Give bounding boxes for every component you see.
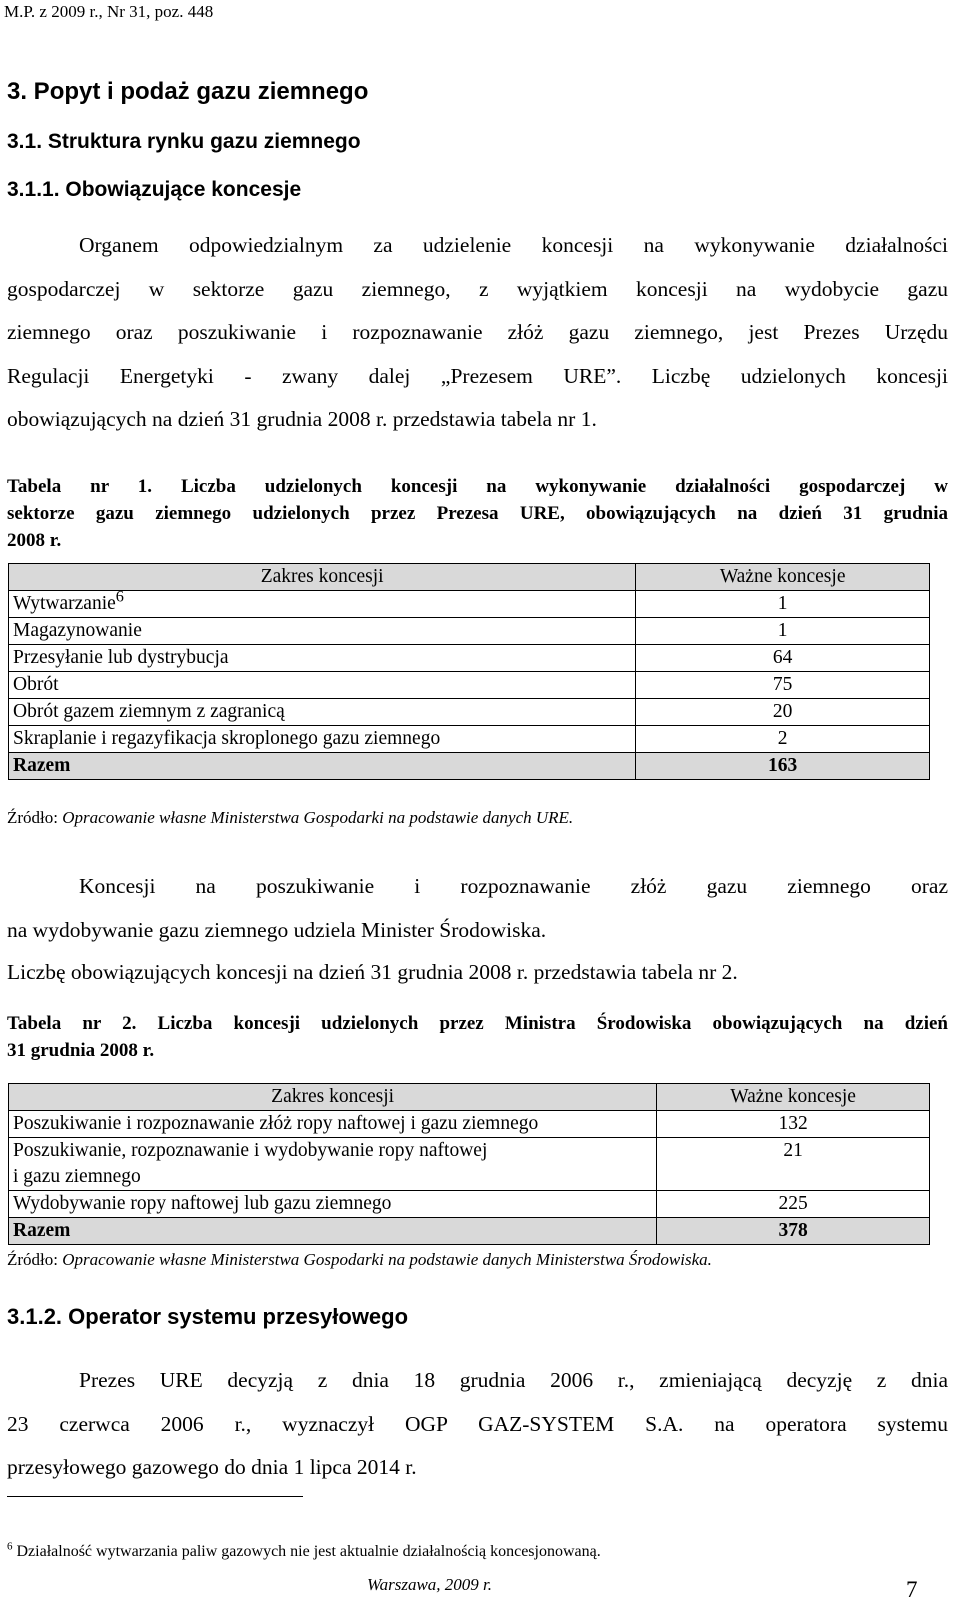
page-number: 7 xyxy=(906,1577,918,1602)
caption-line: 2008 r. xyxy=(7,530,62,551)
footnote-text: Działalność wytwarzania paliw gazowych nie jest aktualnie działalnością koncesjonowaną. xyxy=(16,1543,601,1560)
table-row xyxy=(9,618,930,645)
table1 xyxy=(8,563,930,780)
paragraph-line: Regulacji Energetyki - zwany dalej „Prezesem URE”. Liczbę udzielonych koncesji xyxy=(7,363,948,388)
table-row xyxy=(9,1191,930,1218)
scope-line: Poszukiwanie, rozpoznawanie i wydobywanie ropy naftowej xyxy=(13,1140,488,1161)
table-total-row xyxy=(9,753,930,780)
subsubsection-title: 3.1.1. Obowiązujące koncesje xyxy=(7,178,302,201)
column-header-valid: Ważne koncesje xyxy=(657,1084,930,1111)
paragraph-operator xyxy=(7,1359,948,1490)
caption-line: Tabela nr 2. Liczba koncesji udzielonych przez Ministra Środowiska obowiązujących na dzień xyxy=(7,1013,948,1034)
table-total-row xyxy=(9,1218,930,1245)
table-row xyxy=(9,672,930,699)
source-text: Opracowanie własne Ministerstwa Gospodarki na podstawie danych URE. xyxy=(62,808,574,827)
total-label: Razem xyxy=(9,1218,657,1245)
footnote xyxy=(7,1540,601,1561)
value-cell: 21 xyxy=(657,1138,930,1191)
table1-source xyxy=(7,808,573,828)
footnote-separator xyxy=(7,1496,303,1497)
paragraph-table2-intro xyxy=(7,955,948,989)
value-cell: 1 xyxy=(636,591,930,618)
table-row xyxy=(9,1111,930,1138)
table2-caption xyxy=(7,1010,948,1064)
value-cell: 132 xyxy=(657,1111,930,1138)
total-value: 163 xyxy=(636,753,930,780)
paragraph-line: Liczbę obowiązujących koncesji na dzień 31 grudnia 2008 r. przedstawia tabela nr 2. xyxy=(7,960,738,984)
table-row xyxy=(9,591,930,618)
column-header-scope: Zakres koncesji xyxy=(9,1084,657,1111)
value-cell: 2 xyxy=(636,726,930,753)
paragraph-line: przesyłowego gazowego do dnia 1 lipca 2014 r. xyxy=(7,1455,417,1479)
scope-cell xyxy=(9,587,636,618)
scope-cell: Poszukiwanie i rozpoznawanie złóż ropy naftowej i gazu ziemnego xyxy=(9,1111,657,1138)
page-header: M.P. z 2009 r., Nr 31, poz. 448 xyxy=(4,2,214,21)
subsubsection2-title: 3.1.2. Operator systemu przesyłowego xyxy=(7,1304,409,1329)
table-row xyxy=(9,699,930,726)
paragraph-ministry xyxy=(7,865,948,952)
footnote-ref: 6 xyxy=(115,587,124,606)
scope-cell: Obrót gazem ziemnym z zagranicą xyxy=(9,699,636,726)
paragraph-line: ziemnego oraz poszukiwanie i rozpoznawanie złóż gazu ziemnego, jest Prezes Urzędu xyxy=(7,320,948,344)
caption-line: Tabela nr 1. Liczba udzielonych koncesji na wykonywanie działalności gospodarczej w xyxy=(7,476,948,497)
table2-source xyxy=(7,1250,712,1270)
caption-line: sektorze gazu ziemnego udzielonych przez Prezesa URE, obowiązujących na dzień 31 grudnia xyxy=(7,503,948,524)
paragraph-line: na wydobywanie gazu ziemnego udziela Minister Środowiska. xyxy=(7,917,547,942)
table-row xyxy=(9,726,930,753)
footnote-number: 6 xyxy=(7,1540,13,1553)
column-header-scope: Zakres koncesji xyxy=(9,564,636,591)
table-row xyxy=(9,1138,930,1191)
footer-place: Warszawa, 2009 r. xyxy=(367,1575,493,1594)
table2 xyxy=(8,1083,930,1245)
caption-line: 31 grudnia 2008 r. xyxy=(7,1040,155,1061)
section-title: 3. Popyt i podaż gazu ziemnego xyxy=(7,78,369,105)
scope-line: i gazu ziemnego xyxy=(13,1166,141,1187)
value-cell: 20 xyxy=(636,699,930,726)
source-label: Źródło: xyxy=(7,1250,58,1269)
paragraph-line: 23 czerwca 2006 r., wyznaczył OGP GAZ-SYSTEM S.A. na operatora systemu xyxy=(7,1411,948,1436)
scope-cell: Przesyłanie lub dystrybucja xyxy=(9,645,636,672)
scope-cell: Skraplanie i regazyfikacja skroplonego gazu ziemnego xyxy=(9,726,636,753)
scope-text: Wytwarzanie xyxy=(13,593,116,614)
paragraph-line: gospodarczej w sektorze gazu ziemnego, z wyjątkiem koncesji na wydobycie gazu xyxy=(7,276,948,301)
paragraph-line: Koncesji na poszukiwanie i rozpoznawanie złóż gazu ziemnego oraz xyxy=(79,874,948,898)
column-header-valid: Ważne koncesje xyxy=(636,564,930,591)
value-cell: 225 xyxy=(657,1191,930,1218)
paragraph-line: Prezes URE decyzją z dnia 18 grudnia 2006 r., zmieniającą decyzję z dnia xyxy=(79,1368,948,1392)
table-header-row xyxy=(9,1084,930,1111)
source-text: Opracowanie własne Ministerstwa Gospodarki na podstawie danych Ministerstwa Środowiska. xyxy=(62,1250,712,1269)
value-cell: 75 xyxy=(636,672,930,699)
scope-cell xyxy=(9,1138,657,1191)
table1-caption xyxy=(7,473,948,554)
scope-cell: Wydobywanie ropy naftowej lub gazu ziemnego xyxy=(9,1191,657,1218)
source-label: Źródło: xyxy=(7,808,58,827)
paragraph-licensing-authority xyxy=(7,224,948,442)
scope-cell: Magazynowanie xyxy=(9,618,636,645)
value-cell: 1 xyxy=(636,618,930,645)
value-cell: 64 xyxy=(636,645,930,672)
table-header-row xyxy=(9,564,930,591)
paragraph-line: Organem odpowiedzialnym za udzielenie koncesji na wykonywanie działalności xyxy=(79,233,948,257)
table-row xyxy=(9,645,930,672)
total-value: 378 xyxy=(657,1218,930,1245)
scope-cell: Obrót xyxy=(9,672,636,699)
paragraph-line: obowiązujących na dzień 31 grudnia 2008 r. przedstawia tabela nr 1. xyxy=(7,407,597,431)
subsection-title: 3.1. Struktura rynku gazu ziemnego xyxy=(7,130,361,153)
total-label: Razem xyxy=(9,753,636,780)
